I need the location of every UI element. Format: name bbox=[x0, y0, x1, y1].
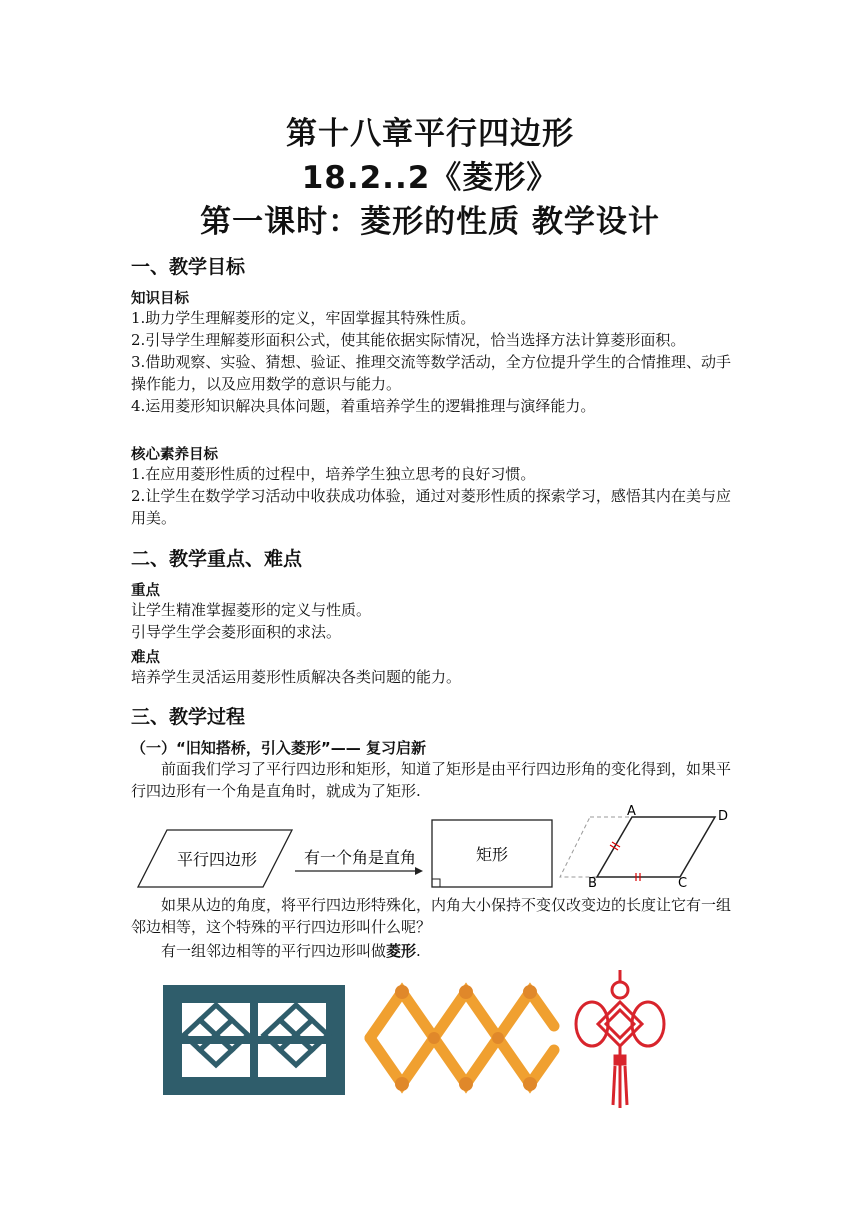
question-paragraph: 如果从边的角度，将平行四边形特殊化，内角大小保持不变仅改变边的长度让它有一组邻边相等，这个特殊的平行四边形叫什么呢？ bbox=[131, 896, 732, 936]
knowledge-item: 1.助力学生理解菱形的定义，牢固掌握其特殊性质。 bbox=[131, 309, 476, 327]
parallelogram-to-rectangle-figure bbox=[135, 805, 735, 890]
core-goals-list bbox=[131, 463, 731, 529]
core-goals-heading: 核心素养目标 bbox=[131, 447, 218, 463]
key-item: 引导学生学会菱形面积的求法。 bbox=[131, 623, 342, 641]
intro-paragraph: 前面我们学习了平行四边形和矩形，知道了矩形是由平行四边形角的变化得到，如果平行四边形有一个角是直角时，就成为了矩形. bbox=[131, 760, 732, 800]
knowledge-goals-heading: 知识目标 bbox=[131, 291, 189, 307]
lesson-title: 18.2..2《菱形》 bbox=[301, 160, 559, 196]
key-heading: 重点 bbox=[131, 583, 160, 599]
chapter-title: 第十八章平行四边形 bbox=[286, 116, 574, 152]
expandable-lattice-image bbox=[370, 970, 554, 1091]
key-item: 让学生精准掌握菱形的定义与性质。 bbox=[131, 601, 372, 619]
difficult-heading: 难点 bbox=[131, 650, 160, 666]
difficult-item: 培养学生灵活运用菱形性质解决各类问题的能力。 bbox=[131, 668, 462, 686]
rhombus-examples-figure bbox=[160, 970, 680, 1112]
vertex-c-label: C bbox=[678, 876, 688, 890]
vertex-d-label: D bbox=[718, 809, 729, 824]
section-heading-key-points: 二、教学重点、难点 bbox=[131, 548, 303, 570]
parallelogram-label: 平行四边形 bbox=[176, 850, 258, 869]
difficult-list bbox=[131, 666, 731, 688]
rectangle-shape bbox=[432, 820, 552, 887]
definition-end: . bbox=[416, 942, 421, 960]
rectangle-label: 矩形 bbox=[475, 845, 509, 864]
definition-term: 菱形 bbox=[386, 942, 417, 960]
knowledge-item: 4.运用菱形知识解决具体问题，着重培养学生的逻辑推理与演绎能力。 bbox=[131, 397, 596, 415]
section-heading-goals: 一、教学目标 bbox=[131, 256, 246, 278]
core-item: 2.让学生在数学学习活动中收获成功体验，通过对菱形性质的探索学习，感悟其内在美与应用美。 bbox=[131, 487, 731, 527]
knowledge-goals-list bbox=[131, 307, 731, 417]
core-item: 1.在应用菱形性质的过程中，培养学生独立思考的良好习惯。 bbox=[131, 465, 536, 483]
lattice-window-image bbox=[163, 985, 345, 1095]
knowledge-item: 3.借助观察、实验、猜想、验证、推理交流等数学活动，全方位提升学生的合情推理、动手操作能力，以及应用数学的意识与能力。 bbox=[131, 353, 731, 393]
process-subheading: （一）“旧知搭桥，引入菱形”—— 复习启新 bbox=[131, 739, 426, 757]
rhombus-diagram bbox=[560, 805, 728, 890]
knowledge-item: 2.引导学生理解菱形面积公式，使其能依据实际情况，恰当选择方法计算菱形面积。 bbox=[131, 331, 686, 349]
definition-text: 有一组邻边相等的平行四边形叫做 bbox=[161, 942, 387, 960]
chinese-knot-image bbox=[576, 970, 664, 1108]
vertex-b-label: B bbox=[588, 876, 597, 890]
arrow-label: 有一个角是直角 bbox=[303, 848, 417, 867]
definition-paragraph bbox=[131, 940, 731, 962]
vertex-a-label: A bbox=[627, 805, 636, 819]
parallelogram-shape bbox=[138, 830, 292, 887]
key-list bbox=[131, 599, 731, 643]
design-title: 第一课时：菱形的性质 教学设计 bbox=[200, 204, 660, 240]
section-heading-process: 三、教学过程 bbox=[131, 706, 246, 728]
transform-arrow bbox=[295, 848, 423, 875]
